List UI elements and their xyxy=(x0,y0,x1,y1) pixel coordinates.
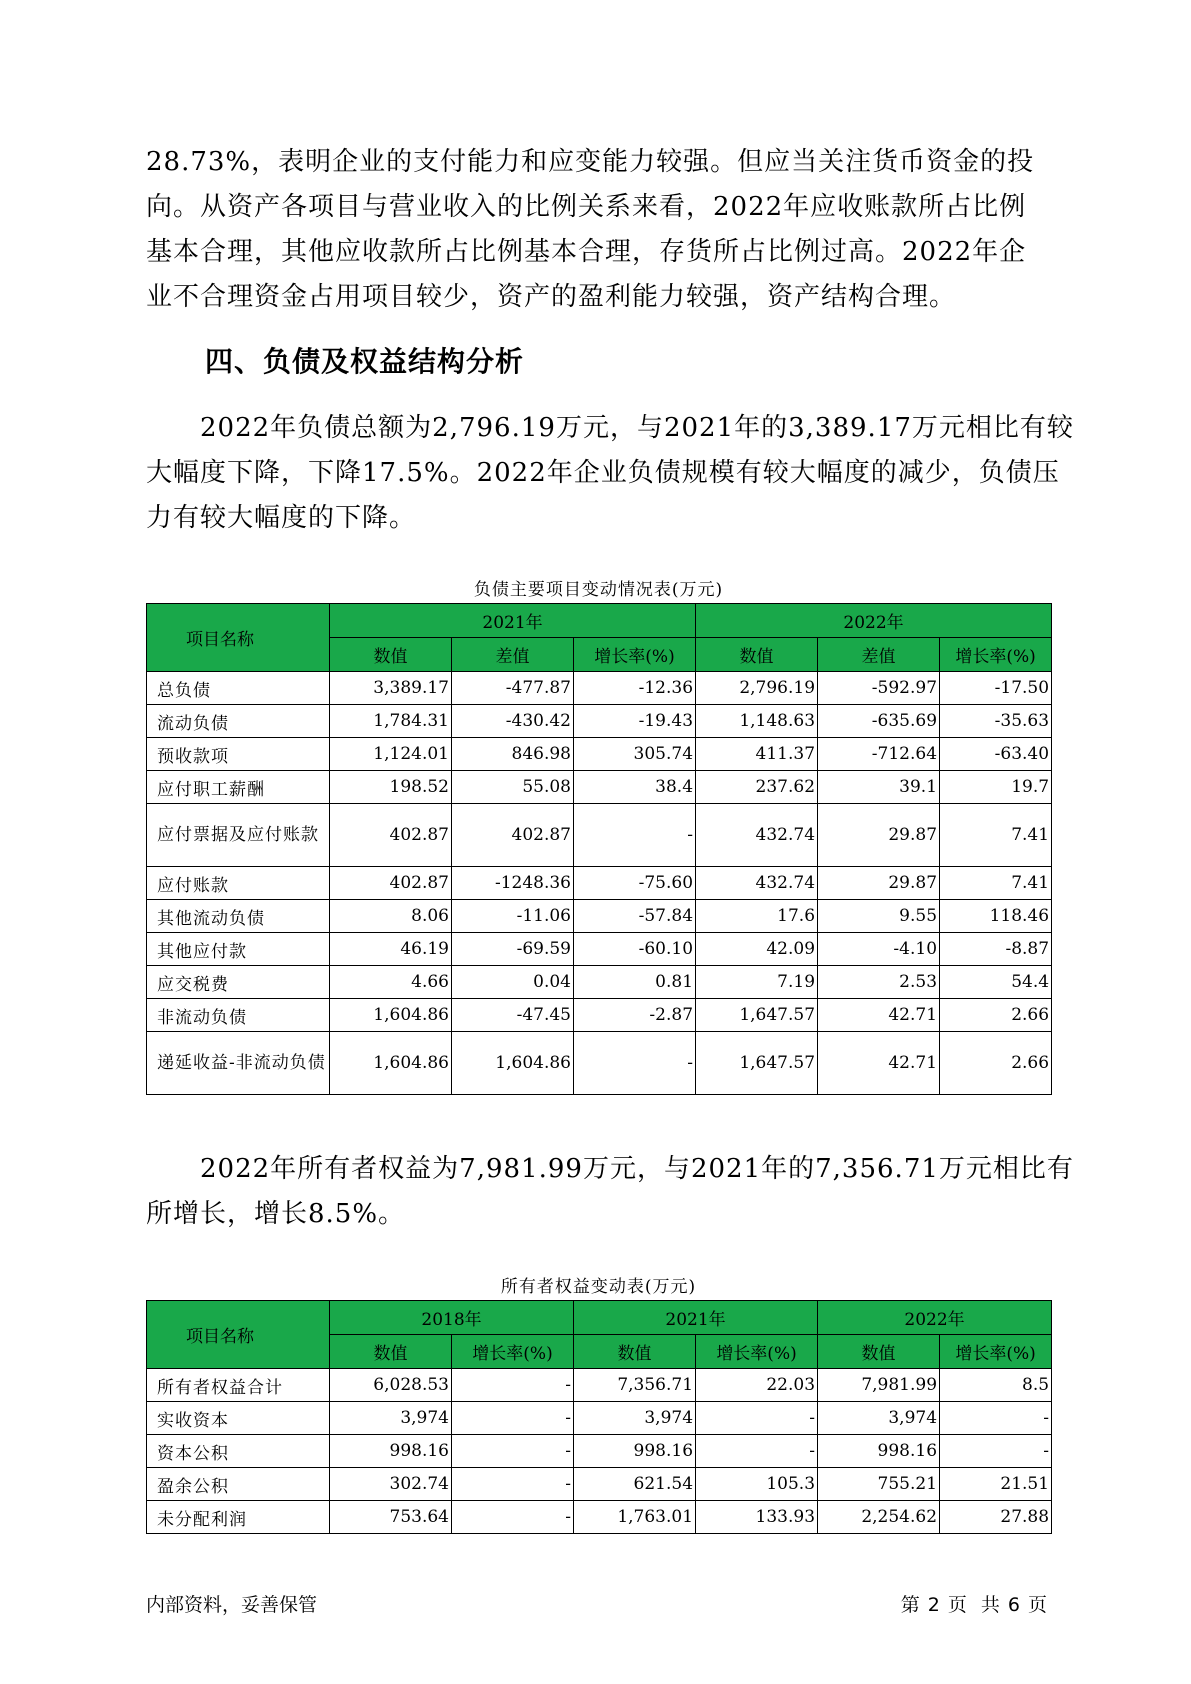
row-item-name: 应付票据及应付账款 xyxy=(147,804,330,867)
table-cell: 1,604.86 xyxy=(330,1032,452,1095)
table-cell: -1248.36 xyxy=(452,867,574,900)
liability-table xyxy=(146,603,1052,1095)
table-cell: - xyxy=(452,1435,574,1468)
table-cell: 3,974 xyxy=(330,1402,452,1435)
table-cell: - xyxy=(452,1369,574,1402)
table-row xyxy=(147,1435,1052,1468)
column-header: 数值 xyxy=(696,638,818,672)
table-cell: 7.19 xyxy=(696,966,818,999)
table-cell: -17.50 xyxy=(940,672,1052,705)
table-cell: -69.59 xyxy=(452,933,574,966)
year-header: 2022年 xyxy=(818,1301,1052,1335)
column-header: 增长率(%) xyxy=(574,638,696,672)
paragraph-line: 2022年负债总额为2,796.19万元，与2021年的3,389.17万元相比有较 xyxy=(146,413,1074,443)
table-cell: 105.3 xyxy=(696,1468,818,1501)
column-header: 差值 xyxy=(818,638,940,672)
table-cell: -60.10 xyxy=(574,933,696,966)
table-row xyxy=(147,738,1052,771)
table-cell: 998.16 xyxy=(574,1435,696,1468)
row-item-name: 应交税费 xyxy=(147,966,330,999)
total-prefix: 共 xyxy=(980,1594,1000,1616)
table-cell: 402.87 xyxy=(452,804,574,867)
total-unit: 页 xyxy=(1027,1594,1047,1616)
table-cell: 54.4 xyxy=(940,966,1052,999)
item-name-header: 项目名称 xyxy=(147,604,330,672)
footer-confidential-note: 内部资料，妥善保管 xyxy=(146,1594,318,1616)
table-cell: - xyxy=(696,1402,818,1435)
table-cell: 3,389.17 xyxy=(330,672,452,705)
year-header: 2018年 xyxy=(330,1301,574,1335)
table-cell: 198.52 xyxy=(330,771,452,804)
row-item-name: 所有者权益合计 xyxy=(147,1369,330,1402)
table-cell: 8.5 xyxy=(940,1369,1052,1402)
row-item-name: 盈余公积 xyxy=(147,1468,330,1501)
page-prefix: 第 xyxy=(900,1594,920,1616)
table-cell: -8.87 xyxy=(940,933,1052,966)
table-row xyxy=(147,900,1052,933)
table-cell: 402.87 xyxy=(330,804,452,867)
footer-page-indicator xyxy=(897,1590,1051,1617)
row-item-name: 其他应付款 xyxy=(147,933,330,966)
row-item-name: 预收款项 xyxy=(147,738,330,771)
table-cell: - xyxy=(696,1435,818,1468)
intro-paragraph xyxy=(146,140,1046,320)
table-row xyxy=(147,771,1052,804)
row-item-name: 流动负债 xyxy=(147,705,330,738)
table-cell: 3,974 xyxy=(574,1402,696,1435)
table-cell: - xyxy=(940,1435,1052,1468)
row-item-name: 应付职工薪酬 xyxy=(147,771,330,804)
table-row xyxy=(147,1032,1052,1095)
table-cell: 29.87 xyxy=(818,804,940,867)
table-cell: - xyxy=(452,1468,574,1501)
table-cell: 42.71 xyxy=(818,1032,940,1095)
page-number: 2 xyxy=(927,1594,940,1616)
table-cell: 38.4 xyxy=(574,771,696,804)
row-item-name: 应付账款 xyxy=(147,867,330,900)
table-cell: 2.66 xyxy=(940,999,1052,1032)
table-cell: 1,763.01 xyxy=(574,1501,696,1534)
table-cell: 4.66 xyxy=(330,966,452,999)
table-cell: 432.74 xyxy=(696,867,818,900)
total-pages: 6 xyxy=(1007,1594,1020,1616)
paragraph-line: 业不合理资金占用项目较少，资产的盈利能力较强，资产结构合理。 xyxy=(146,282,957,312)
liability-paragraph xyxy=(146,406,1074,541)
table-cell: -592.97 xyxy=(818,672,940,705)
column-header: 增长率(%) xyxy=(452,1335,574,1369)
table-cell: -11.06 xyxy=(452,900,574,933)
column-header: 差值 xyxy=(452,638,574,672)
column-header: 增长率(%) xyxy=(940,1335,1052,1369)
paragraph-line: 2022年所有者权益为7,981.99万元，与2021年的7,356.71万元相比有 xyxy=(146,1154,1074,1184)
equity-paragraph xyxy=(146,1147,1074,1237)
table-cell: 39.1 xyxy=(818,771,940,804)
paragraph-line: 向。从资产各项目与营业收入的比例关系来看，2022年应收账款所占比例 xyxy=(146,192,1027,222)
table-cell: -47.45 xyxy=(452,999,574,1032)
table-cell: 402.87 xyxy=(330,867,452,900)
table-row xyxy=(147,672,1052,705)
table-cell: 29.87 xyxy=(818,867,940,900)
table-cell: 9.55 xyxy=(818,900,940,933)
paragraph-line: 基本合理，其他应收款所占比例基本合理，存货所占比例过高。2022年企 xyxy=(146,237,1027,267)
table-cell: - xyxy=(574,1032,696,1095)
table-row xyxy=(147,1501,1052,1534)
paragraph-line: 28.73%，表明企业的支付能力和应变能力较强。但应当关注货币资金的投 xyxy=(146,147,1035,177)
table-cell: 302.74 xyxy=(330,1468,452,1501)
table-cell: -477.87 xyxy=(452,672,574,705)
row-item-name: 实收资本 xyxy=(147,1402,330,1435)
table-row xyxy=(147,705,1052,738)
table-cell: -75.60 xyxy=(574,867,696,900)
table-cell: 432.74 xyxy=(696,804,818,867)
table-cell: 17.6 xyxy=(696,900,818,933)
table-cell: 755.21 xyxy=(818,1468,940,1501)
table-row xyxy=(147,1369,1052,1402)
table-cell: 1,124.01 xyxy=(330,738,452,771)
table-cell: 118.46 xyxy=(940,900,1052,933)
table-cell: 7,356.71 xyxy=(574,1369,696,1402)
table-cell: -635.69 xyxy=(818,705,940,738)
table-cell: 1,148.63 xyxy=(696,705,818,738)
table-cell: 7.41 xyxy=(940,867,1052,900)
table-cell: 1,647.57 xyxy=(696,999,818,1032)
table-cell: 411.37 xyxy=(696,738,818,771)
row-item-name: 非流动负债 xyxy=(147,999,330,1032)
year-header: 2021年 xyxy=(330,604,696,638)
table-cell: 1,604.86 xyxy=(330,999,452,1032)
row-item-name: 递延收益-非流动负债 xyxy=(147,1032,330,1095)
table-cell: -2.87 xyxy=(574,999,696,1032)
table-cell: - xyxy=(452,1501,574,1534)
section-heading: 四、负债及权益结构分析 xyxy=(205,345,525,378)
table-cell: -35.63 xyxy=(940,705,1052,738)
column-header: 数值 xyxy=(818,1335,940,1369)
table-row xyxy=(147,867,1052,900)
paragraph-line: 所增长，增长8.5%。 xyxy=(146,1199,406,1229)
table-cell: 6,028.53 xyxy=(330,1369,452,1402)
column-header: 数值 xyxy=(330,638,452,672)
table-cell: 7.41 xyxy=(940,804,1052,867)
table-row xyxy=(147,933,1052,966)
table-cell: 0.04 xyxy=(452,966,574,999)
year-header: 2022年 xyxy=(696,604,1052,638)
table-cell: 42.71 xyxy=(818,999,940,1032)
table-cell: 1,604.86 xyxy=(452,1032,574,1095)
table-cell: -63.40 xyxy=(940,738,1052,771)
table-cell: 621.54 xyxy=(574,1468,696,1501)
equity-table-caption: 所有者权益变动表(万元) xyxy=(500,1277,697,1297)
table-cell: 2,796.19 xyxy=(696,672,818,705)
table-cell: 7,981.99 xyxy=(818,1369,940,1402)
table-cell: 19.7 xyxy=(940,771,1052,804)
table-cell: 133.93 xyxy=(696,1501,818,1534)
table-row xyxy=(147,966,1052,999)
table-cell: 2.66 xyxy=(940,1032,1052,1095)
table-row xyxy=(147,999,1052,1032)
table-cell: 237.62 xyxy=(696,771,818,804)
table-cell: -57.84 xyxy=(574,900,696,933)
table-cell: -19.43 xyxy=(574,705,696,738)
table-cell: - xyxy=(574,804,696,867)
table-cell: 1,784.31 xyxy=(330,705,452,738)
table-cell: 55.08 xyxy=(452,771,574,804)
column-header: 数值 xyxy=(330,1335,452,1369)
table-cell: 998.16 xyxy=(330,1435,452,1468)
row-item-name: 未分配利润 xyxy=(147,1501,330,1534)
table-cell: 42.09 xyxy=(696,933,818,966)
table-cell: 46.19 xyxy=(330,933,452,966)
paragraph-line: 大幅度下降，下降17.5%。2022年企业负债规模有较大幅度的减少，负债压 xyxy=(146,458,1060,488)
equity-table xyxy=(146,1300,1052,1534)
table-cell: 21.51 xyxy=(940,1468,1052,1501)
year-header: 2021年 xyxy=(574,1301,818,1335)
row-item-name: 总负债 xyxy=(147,672,330,705)
paragraph-line: 力有较大幅度的下降。 xyxy=(146,503,417,533)
table-row xyxy=(147,804,1052,867)
table-cell: 998.16 xyxy=(818,1435,940,1468)
table-cell: 22.03 xyxy=(696,1369,818,1402)
table-row xyxy=(147,1468,1052,1501)
column-header: 数值 xyxy=(574,1335,696,1369)
table-cell: -12.36 xyxy=(574,672,696,705)
table-row xyxy=(147,1402,1052,1435)
column-header: 增长率(%) xyxy=(940,638,1052,672)
table-cell: -430.42 xyxy=(452,705,574,738)
liability-table-caption: 负债主要项目变动情况表(万元) xyxy=(473,580,724,600)
page-unit: 页 xyxy=(947,1594,967,1616)
table-cell: - xyxy=(940,1402,1052,1435)
row-item-name: 资本公积 xyxy=(147,1435,330,1468)
item-name-header: 项目名称 xyxy=(147,1301,330,1369)
table-cell: 753.64 xyxy=(330,1501,452,1534)
table-cell: 3,974 xyxy=(818,1402,940,1435)
table-cell: -4.10 xyxy=(818,933,940,966)
table-cell: 846.98 xyxy=(452,738,574,771)
table-cell: - xyxy=(452,1402,574,1435)
row-item-name: 其他流动负债 xyxy=(147,900,330,933)
column-header: 增长率(%) xyxy=(696,1335,818,1369)
table-cell: 2,254.62 xyxy=(818,1501,940,1534)
table-cell: 0.81 xyxy=(574,966,696,999)
table-cell: -712.64 xyxy=(818,738,940,771)
table-cell: 27.88 xyxy=(940,1501,1052,1534)
table-cell: 1,647.57 xyxy=(696,1032,818,1095)
table-cell: 2.53 xyxy=(818,966,940,999)
table-cell: 305.74 xyxy=(574,738,696,771)
table-cell: 8.06 xyxy=(330,900,452,933)
